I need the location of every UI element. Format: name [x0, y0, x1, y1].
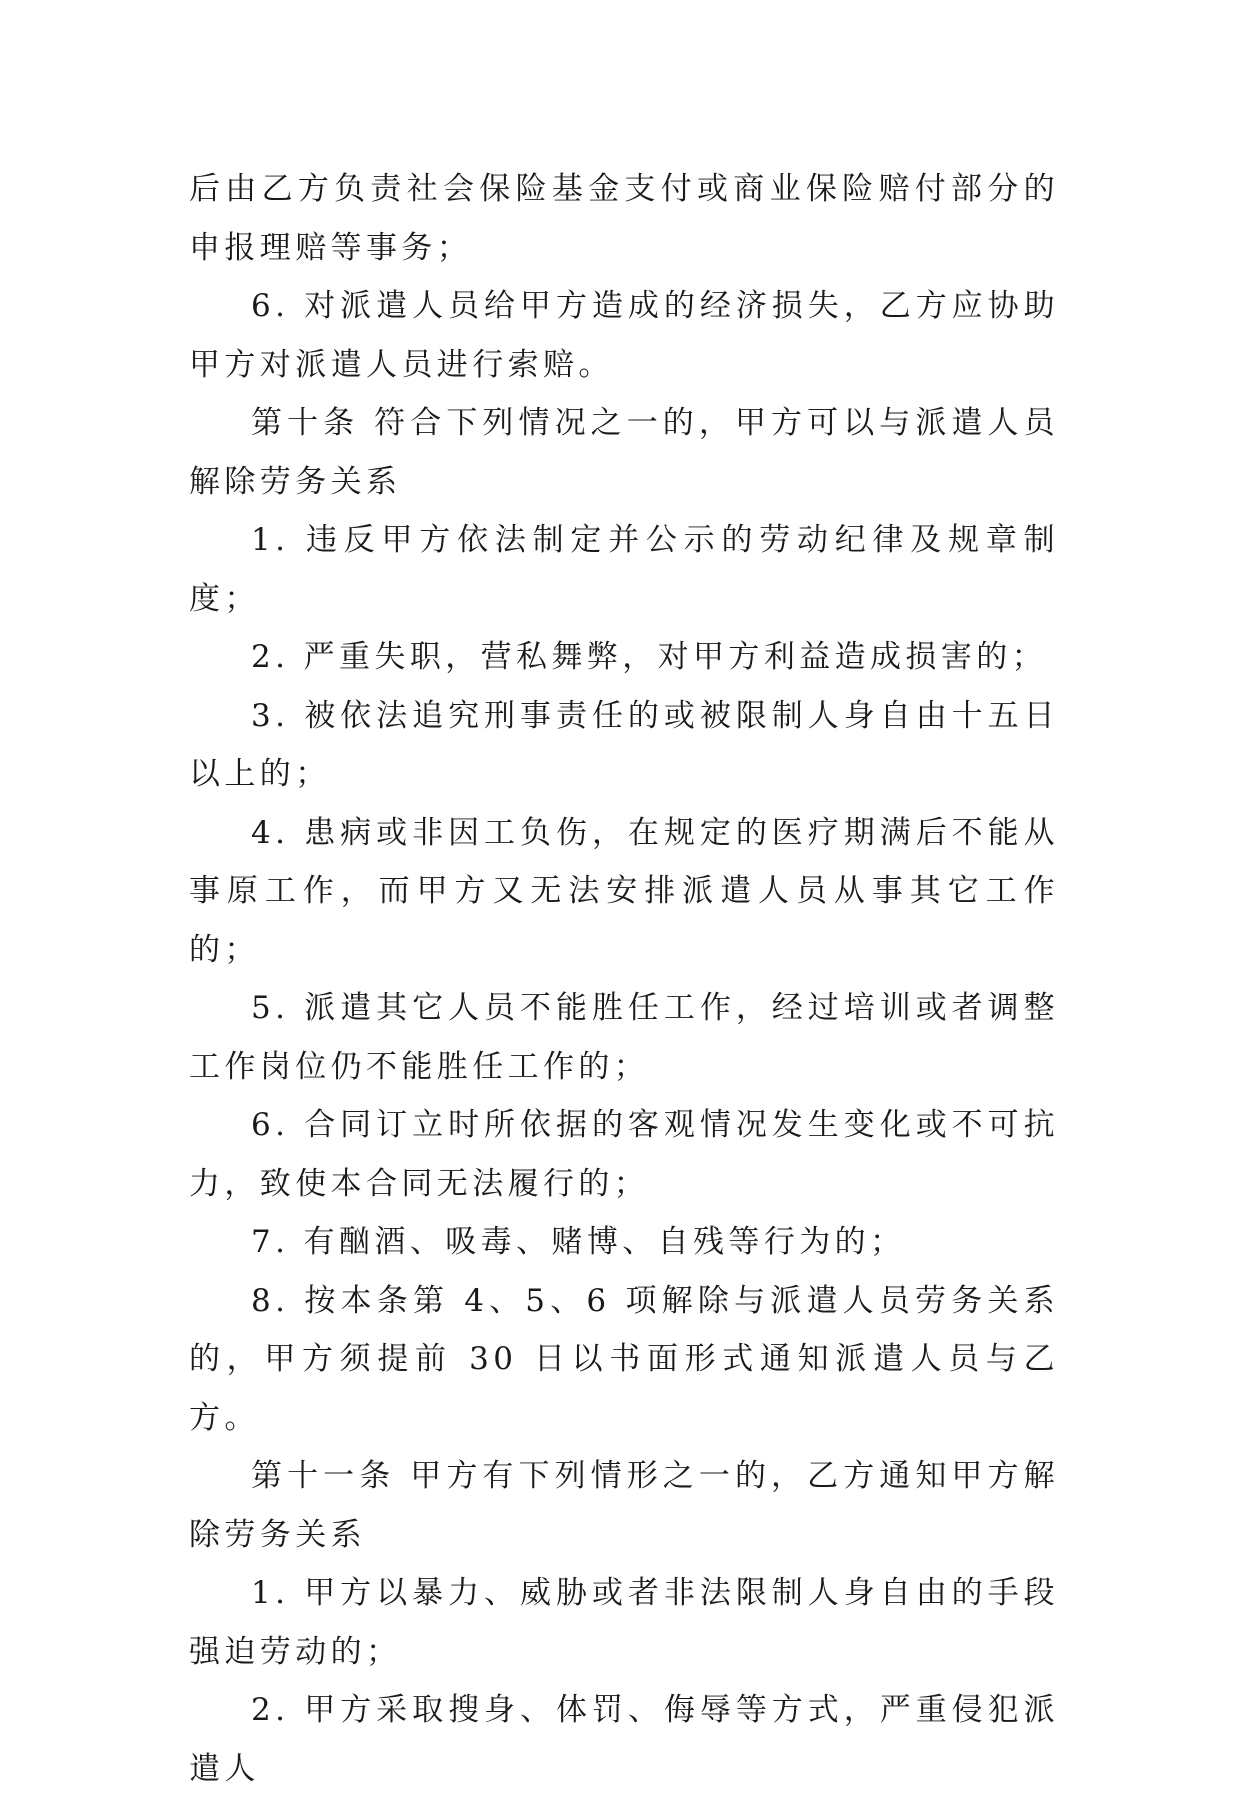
article-10-item-5: 5. 派遣其它人员不能胜任工作，经过培训或者调整工作岗位仍不能胜任工作的； — [189, 990, 1059, 1085]
paragraph-item-6: 6. 对派遣人员给甲方造成的经济损失，乙方应协助甲方对派遣人员进行索赔。 — [189, 288, 1059, 383]
article-11-heading: 第十一条 甲方有下列情形之一的，乙方通知甲方解除劳务关系 — [189, 1458, 1059, 1553]
article-10-item-6: 6. 合同订立时所依据的客观情况发生变化或不可抗力，致使本合同无法履行的； — [189, 1107, 1059, 1202]
article-10-item-2: 2. 严重失职，营私舞弊，对甲方利益造成损害的； — [251, 639, 1048, 675]
article-11-item-2: 2. 甲方采取搜身、体罚、侮辱等方式，严重侵犯派遣人 — [189, 1692, 1059, 1787]
article-10-item-8: 8. 按本条第 4、5、6 项解除与派遣人员劳务关系的，甲方须提前 30 日以书面形式通知派遣人员与乙方。 — [189, 1282, 1059, 1436]
article-10-item-4: 4. 患病或非因工负伤，在规定的医疗期满后不能从事原工作，而甲方又无法安排派遣人员从事其它工作的； — [189, 814, 1059, 968]
article-10-heading: 第十条 符合下列情况之一的，甲方可以与派遣人员解除劳务关系 — [189, 405, 1059, 500]
document-body — [189, 160, 1059, 1798]
article-10-item-3: 3. 被依法追究刑事责任的或被限制人身自由十五日以上的； — [189, 697, 1059, 792]
article-10-item-7: 7. 有酗酒、吸毒、赌博、自残等行为的； — [251, 1224, 906, 1260]
paragraph-continuation: 后由乙方负责社会保险基金支付或商业保险赔付部分的申报理赔等事务； — [189, 171, 1059, 266]
article-11-item-1: 1. 甲方以暴力、威胁或者非法限制人身自由的手段强迫劳动的； — [189, 1575, 1059, 1670]
article-10-item-1: 1. 违反甲方依法制定并公示的劳动纪律及规章制度； — [189, 522, 1059, 617]
